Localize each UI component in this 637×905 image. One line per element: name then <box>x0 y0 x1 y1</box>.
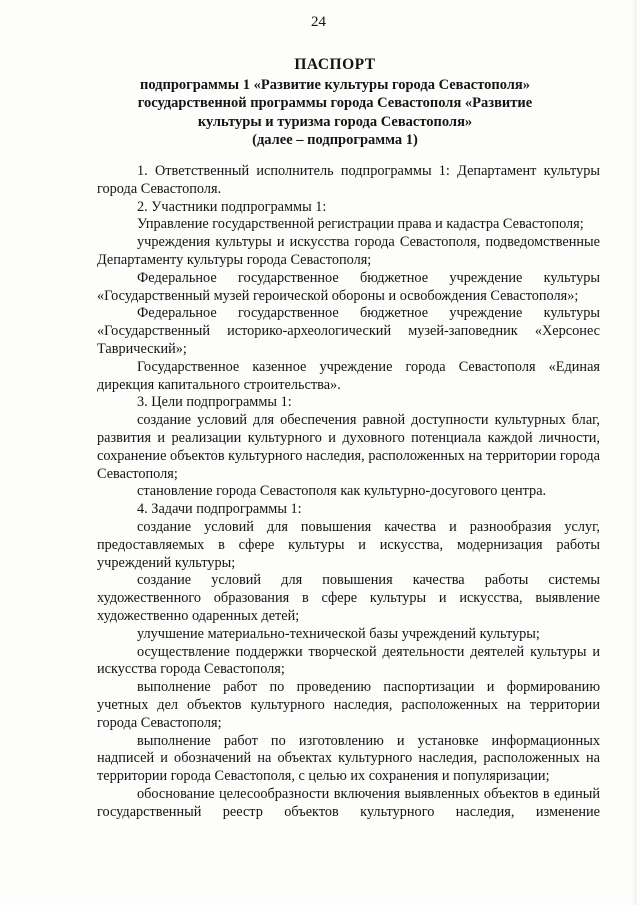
paragraph: создание условий для повышения качества и разнообразия услуг, предоставляемых в сфере культуры и искусства, модернизация работы учреждений культуры; <box>97 518 600 571</box>
paragraph: становление города Севастополя как культурно-досугового центра. <box>137 483 547 500</box>
paragraph: выполнение работ по изготовлению и установке информационных надписей и обозначений на объектах культурного наследия, расположенных на территории города Севастополя, с целью их сохранения и популяризации; <box>97 732 600 785</box>
paragraph: выполнение работ по проведению паспортизации и формированию учетных дел объектов культурного наследия, расположенных на территории города Севастополя; <box>97 679 600 731</box>
paragraph: 1. Ответственный исполнитель подпрограммы 1: Департамент культуры города Севастополя. <box>97 163 600 197</box>
heading-line: культуры и туризма города Севастополя» <box>197 113 473 130</box>
paragraph: улучшение материально-технической базы учреждений культуры; <box>137 625 540 642</box>
paragraph: 3. Цели подпрограммы 1: <box>137 394 292 411</box>
paragraph: Государственное казенное учреждение города Севастополя «Единая дирекция капитального строительства». <box>97 358 600 393</box>
scan-edge-shadow <box>631 0 637 905</box>
document-body <box>97 163 600 821</box>
document-heading <box>70 56 600 150</box>
heading-line: государственной программы города Севастополя «Развитие <box>137 95 533 111</box>
paragraph: создание условий для обеспечения равной доступности культурных благ, развития и реализации культурного и духовного потенциала каждой личности, сохранение объектов культурного наследия, расположенных на территории города Севастополя; <box>97 412 600 482</box>
paragraph: осуществление поддержки творческой деятельности деятелей культуры и искусства города Севастополя; <box>97 643 600 678</box>
page-number: 24 <box>311 14 326 30</box>
paragraph: 2. Участники подпрограммы 1: <box>137 198 327 215</box>
heading-title: ПАСПОРТ <box>294 56 376 73</box>
paragraph: обоснование целесообразности включения выявленных объектов в единый государственный реестр объектов культурного наследия, изменение <box>97 785 600 820</box>
paragraph: создание условий для повышения качества работы системы художественного образования в сфере культуры и искусства, выявление художественно одаренных детей; <box>97 572 600 624</box>
heading-line: подпрограммы 1 «Развитие культуры города Севастополя» <box>139 76 531 93</box>
paragraph: Федеральное государственное бюджетное учреждение культуры «Государственный историко-археологический музей-заповедник «Херсонес Таврический»; <box>97 305 600 357</box>
paragraph: учреждения культуры и искусства города Севастополя, подведомственные Департаменту культуры города Севастополя; <box>97 234 600 268</box>
paragraph: Управление государственной регистрации права и кадастра Севастополя; <box>137 216 584 233</box>
paragraph: Федеральное государственное бюджетное учреждение культуры «Государственный музей героической обороны и освобождения Севастополя»; <box>97 269 600 304</box>
heading-line: (далее – подпрограмма 1) <box>252 132 418 148</box>
paragraph: 4. Задачи подпрограммы 1: <box>137 501 302 518</box>
